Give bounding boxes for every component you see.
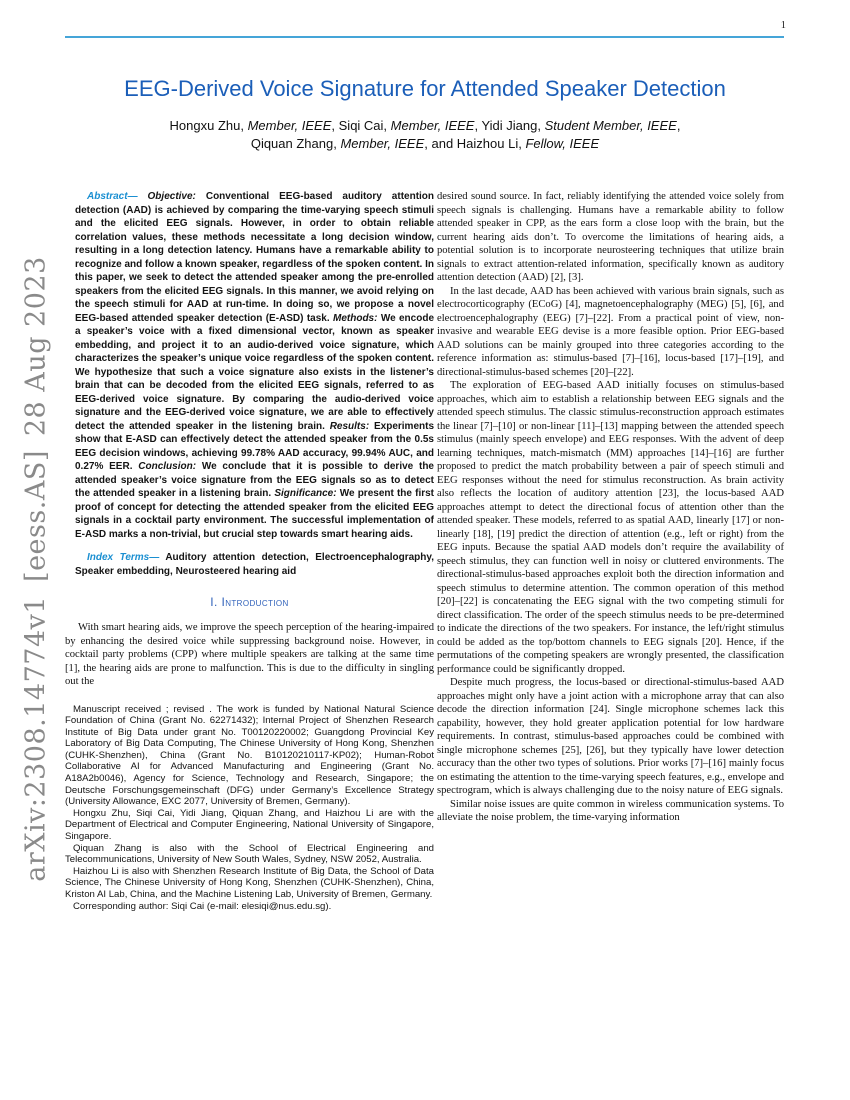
left-column: [65, 190, 434, 912]
section-number: I.: [210, 595, 218, 609]
footnote-block: [65, 704, 434, 913]
author-role: Member, IEEE: [390, 118, 475, 133]
abstract-conclusion-label: Conclusion:: [138, 461, 197, 472]
author-name: , and Haizhou Li,: [424, 135, 526, 151]
author-name: , Siqi Cai,: [331, 118, 391, 133]
section-heading-introduction: [65, 595, 434, 609]
author-role: Fellow, IEEE: [525, 135, 600, 151]
body-paragraph: desired sound source. In fact, reliably identifying the attended voice solely from speech signals is challenging. Humans have a remarkable ability to follow attended speaker in CPP, as the ears form a close loop with the brain, but the current hearing aids don’t. To overcome the limitations of hearing aids, a potential solution is to incorporate neurosteering techniques that utilize brain signals to extract attention-related information, specifically known as auditory attention detection (AAD) [2], [3].: [437, 191, 784, 283]
page-number: 1: [780, 20, 786, 31]
footnote-corresponding-author: Corresponding author: Siqi Cai (e-mail: elesiqi@nus.edu.sg).: [73, 900, 332, 912]
footnote-affiliation-sribd: Haizhou Li is also with Shenzhen Research Institute of Big Data, the School of Data Science, The Chinese University of Hong Kong, Shenzhen (CUHK-Shenzhen), China, Kriston AI Lab, China, and the Machine Listening Lab, University of Bremen, Germany.: [65, 865, 434, 900]
author-role: Member, IEEE: [340, 135, 425, 151]
author-name: Hongxu Zhu,: [169, 118, 248, 133]
footnote-affiliation-nus: Hongxu Zhu, Siqi Cai, Yidi Jiang, Qiquan Zhang, and Haizhou Li are with the Department of Electrical and Computer Engineering, National University of Singapore, Singapore.: [65, 807, 434, 843]
footnote-affiliation-unsw: Qiquan Zhang is also with the School of Electrical Engineering and Telecommunications, University of New South Wales, Sydney, NSW 2052, Australia.: [65, 842, 434, 866]
section-title: Introduction: [221, 595, 289, 609]
author-role: Member, IEEE: [247, 118, 332, 133]
author-block: [0, 117, 850, 152]
index-terms: [75, 551, 434, 578]
right-column: [437, 190, 784, 825]
arxiv-stamp: arXiv:2308.14774v1 [eess.AS] 28 Aug 2023: [20, 256, 52, 882]
body-paragraph: Similar noise issues are quite common in wireless communication systems. To alleviate the noise problem, the time-varying information: [437, 798, 784, 823]
abstract-objective-label: Objective:: [147, 191, 196, 202]
paper-title: EEG-Derived Voice Signature for Attended Speaker Detection: [124, 76, 726, 101]
author-line-1: [0, 117, 850, 135]
author-name: , Yidi Jiang,: [474, 118, 545, 133]
abstract-methods-text: We encode a speaker’s voice with a fixed dimensional vector, known as speaker embedding, and project it to an audio-derived voice signature, which characterizes the speaker’s unique voice regardless of the spoken content. We hypothesize that such a voice signature also exists in the listener’s brain that can be decoded from the elicited EEG signals, referred to as EEG-derived voice signature. By comparing the audio-derived voice signature and the EEG-derived voice signature, we are able to effectively detect the attended speaker in the listening brain.: [75, 312, 434, 432]
author-line-2: [0, 135, 850, 153]
footnote-funding: Manuscript received ; revised . The work is funded by National Natural Science Foundation of China (Grant No. 62271432); Internal Project of Shenzhen Research Institute of Big Data under grant No. T00120220002; Guangdong Provincial Key Laboratory of Big Data Computing, The Chinese University of Hong Kong, Shenzhen (CUHK-Shenzhen), China (Grant No. B10120210117-KP02); Human-Robot Collaborative AI for Advanced Manufacturing and Engineering (Grant No. A18A2b0046), Agency for Science, Technology and Research, Singapore; the Deutsche Forschungsgemeinschaft (DFG) under Germany’s Excellence Strategy (University Allowance, EXC 2077, University of Bremen, Germany).: [65, 703, 434, 808]
author-name: ,: [676, 118, 681, 133]
body-paragraph: Despite much progress, the locus-based or directional-stimulus-based AAD approaches might only have a joint action with a microphone array that can also decode the direction information [24]. Single microphone schemes lack this capability, however, they hold greater application potential for low hardware requirements. In contrast, stimulus-based approaches could be combined with single microphone schemes [25], [26], but they typically have lower detection accuracy than the other two types of solutions. Prior works [7]–[16] mainly focus on estimating the attention to the time-varying speech features, e.g., envelope and spectrogram, which is always challenging due to the noisy nature of EEG signals.: [437, 677, 784, 796]
author-role: Student Member, IEEE: [544, 118, 677, 133]
abstract-results-text: Experiments show that E-ASD can effectively detect the attended speaker from the 0.5s EEG decision windows, achieving 99.78% AAD accuracy, 99.94% AUC, and 0.27% EER.: [75, 420, 435, 472]
abstract-leadin: Abstract—: [87, 191, 138, 202]
body-paragraph: The exploration of EEG-based AAD initially focuses on stimulus-based approaches, which aim to establish a relationship between EEG signals and the attended speech stimulus. The classic stimulus-reconstruction approach estimates the linear [7]–[10] or non-linear [11]–[13] mapping between the attended speech stimulus (mainly speech envelope) and EEG responses. With the advent of deep learning techniques, match-mismatch (MM) approaches [14]–[16] are further proposed to predict the match probability between a pair of speech stimuli and EEG responses without the need for stimulus reconstruction. As brain activity also reflects the location of auditory attention [23], the locus-based AAD approaches attempt to detect the directional focus of attention other than the attended speaker. These models, referred to as spatial AAD, linearly [17] or non-linearly [18], [19] predict the direction of attention (e.g., left or right) from the EEG inputs. Because the spatial AAD models don’t require the availability of speech stimulus, they can function well in noisy or cluttered environments. The directional-stimulus-based approaches exploit both the direction information and speech stimulus to determine attention. The common operation of this method [20]–[22] is concatenating the EEG signal with the two competing stimuli for direct classification. The order of the speech stimulus needs to be pre-determined to indicate the directions of the two speakers. For instance, the left/right stimulus could be added as the top/bottom channels to EEG signals [20]. Hence, if the permutations of the competing speakers are wrongly presented, the classification performance could be significantly dropped.: [437, 380, 784, 675]
abstract-conclusion-text: We conclude that it is possible to derive the attended speaker’s voice signature from the EEG signals so as to detect the attended speaker in a listening brain.: [75, 461, 434, 499]
intro-paragraph: With smart hearing aids, we improve the speech perception of the hearing-impaired by enhancing the desired voice while suppressing background noise. However, in cocktail party problems (CPP) where multiple speakers are talking at the same time [1], the hearing aids are prone to malfunction. This is due to the difficulty in singling out the: [65, 622, 434, 687]
abstract-results-label: Results:: [329, 420, 370, 432]
abstract-significance-label: Significance:: [274, 488, 337, 499]
author-name: Qiquan Zhang,: [250, 135, 341, 151]
abstract-methods-label: Methods:: [333, 312, 378, 324]
index-terms-text: Auditory attention detection, Electroencephalography, Speaker embedding, Neurosteered hearing aid: [75, 552, 434, 577]
header-rule: [65, 36, 784, 38]
abstract-significance-text: We present the first proof of concept for detecting the attended speaker from the elicited EEG signals in a cocktail party environment. The successful implementation of E-ASD marks a non-trivial, but crucial step towards smart hearing aids.: [75, 488, 435, 540]
abstract: [75, 190, 434, 541]
body-paragraph: In the last decade, AAD has been achieved with various brain signals, such as electrocorticography (ECoG) [4], magnetoencephalography (MEG) [5], [6], and electroencephalography (EEG) [7]–[22]. From a practical point of view, non-invasive and wearable EEG devise is a more feasible option. Prior EEG-based AAD solutions can be mainly grouped into three categories according to the reference information as: stimulus-based [7]–[16], locus-based [17]–[19], and directional-stimulus-based schemes [20]–[22].: [437, 285, 784, 378]
index-terms-leadin: Index Terms—: [87, 552, 160, 563]
abstract-objective-text: Conventional EEG-based auditory attention detection (AAD) is achieved by comparing the time-varying speech stimuli and the elicited EEG signals. However, in order to obtain reliable correlation values, these methods necessitate a long decision window, resulting in a long detection latency. Humans have a remarkable ability to recognize and follow a known speaker, regardless of the spoken content. In this paper, we seek to detect the attended speaker among the pre-enrolled speakers from the elicited EEG signals. In this manner, we avoid relying on the speech stimuli for AAD at run-time. In doing so, we propose a novel EEG-based attended speaker detection (E-ASD) task.: [75, 191, 435, 324]
